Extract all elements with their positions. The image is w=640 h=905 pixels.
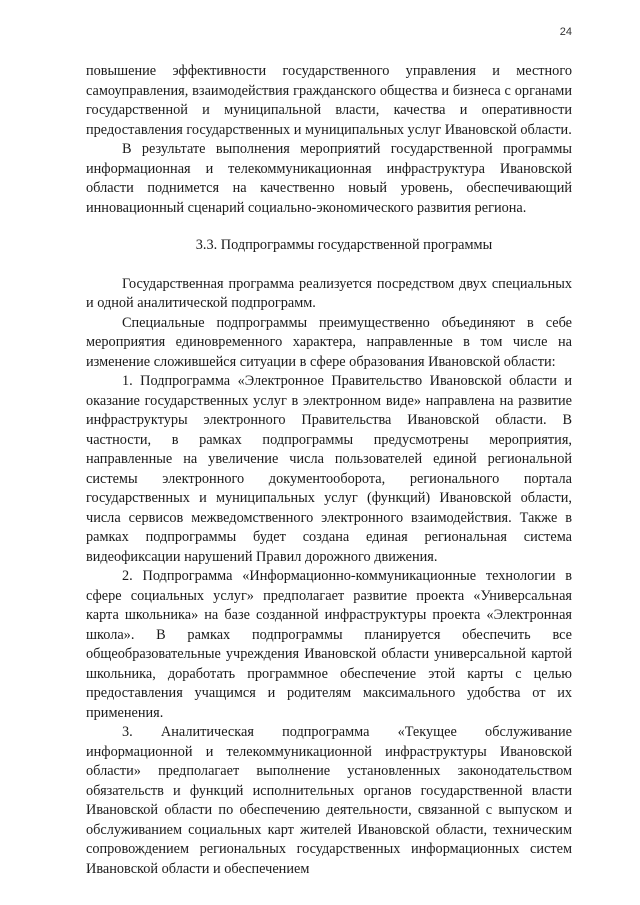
paragraph-program-overview: Государственная программа реализуется посредством двух специальных и одной аналитической подпрограмм. [86, 275, 572, 311]
paragraph-result: В результате выполнения мероприятий государственной программы информационная и телекоммуникационная инфраструктура Ивановской области поднимется на качественно новый уровень, обеспечивающий инновационный сценарий социально-экономического развития региона. [86, 141, 572, 216]
paragraph-subprogram-3: 3. Аналитическая подпрограмма «Текущее обслуживание информационной и телекоммуникационной инфраструктуры Ивановской области» предполагает выполнение установленных законодательством обязательств и функций исполнительных органов государственной власти Ивановской области по обеспечению деятельности, связанной с выпуском и обслуживанием социальных карт жителей Ивановской области, техническим сопровождением региональных государственных информационных систем Ивановской области и обеспечением [86, 724, 572, 877]
paragraph-special-subprograms: Специальные подпрограммы преимущественно объединяют в себе мероприятия единовременного характера, направленные в том числе на изменение сложившейся ситуации в сфере образования Ивановской области: [86, 314, 572, 370]
paragraph-continuation: повышение эффективности государственного управления и местного самоуправления, взаимодействия гражданского общества и бизнеса с органами государственной и муниципальной власти, качества и оперативности предоставления государственных и муниципальных услуг Ивановской области. [86, 63, 572, 138]
paragraph-subprogram-2: 2. Подпрограмма «Информационно-коммуникационные технологии в сфере социальных услуг» предполагает развитие проекта «Универсальная карта школьника» на базе созданной инфраструктуры проекта «Электронная школа». В рамках подпрограммы планируется обеспечить все общеобразовательные учреждения Ивановской области универсальной картой школьника, доработать программное обеспечение этой карты с целью предоставления учащимся и родителям максимального удобства от их применения. [86, 568, 572, 721]
document-body [86, 62, 572, 879]
section-heading: 3.3. Подпрограммы государственной программы [195, 237, 493, 253]
paragraph-subprogram-1: 1. Подпрограмма «Электронное Правительство Ивановской области и оказание государственных услуг в электронном виде» направлена на развитие инфраструктуры электронного Правительства Ивановской области. В частности, в рамках подпрограммы предусмотрены мероприятия, направленные на увеличение числа пользователей единой региональной системы электронного документооборота, регионального портала государственных и муниципальных услуг (функций) Ивановской области, числа сервисов межведомственного электронного взаимодействия. Также в рамках подпрограммы будет создана единая региональная система видеофиксации нарушений Правил дорожного движения. [86, 373, 572, 565]
page-number: 24 [559, 26, 572, 38]
